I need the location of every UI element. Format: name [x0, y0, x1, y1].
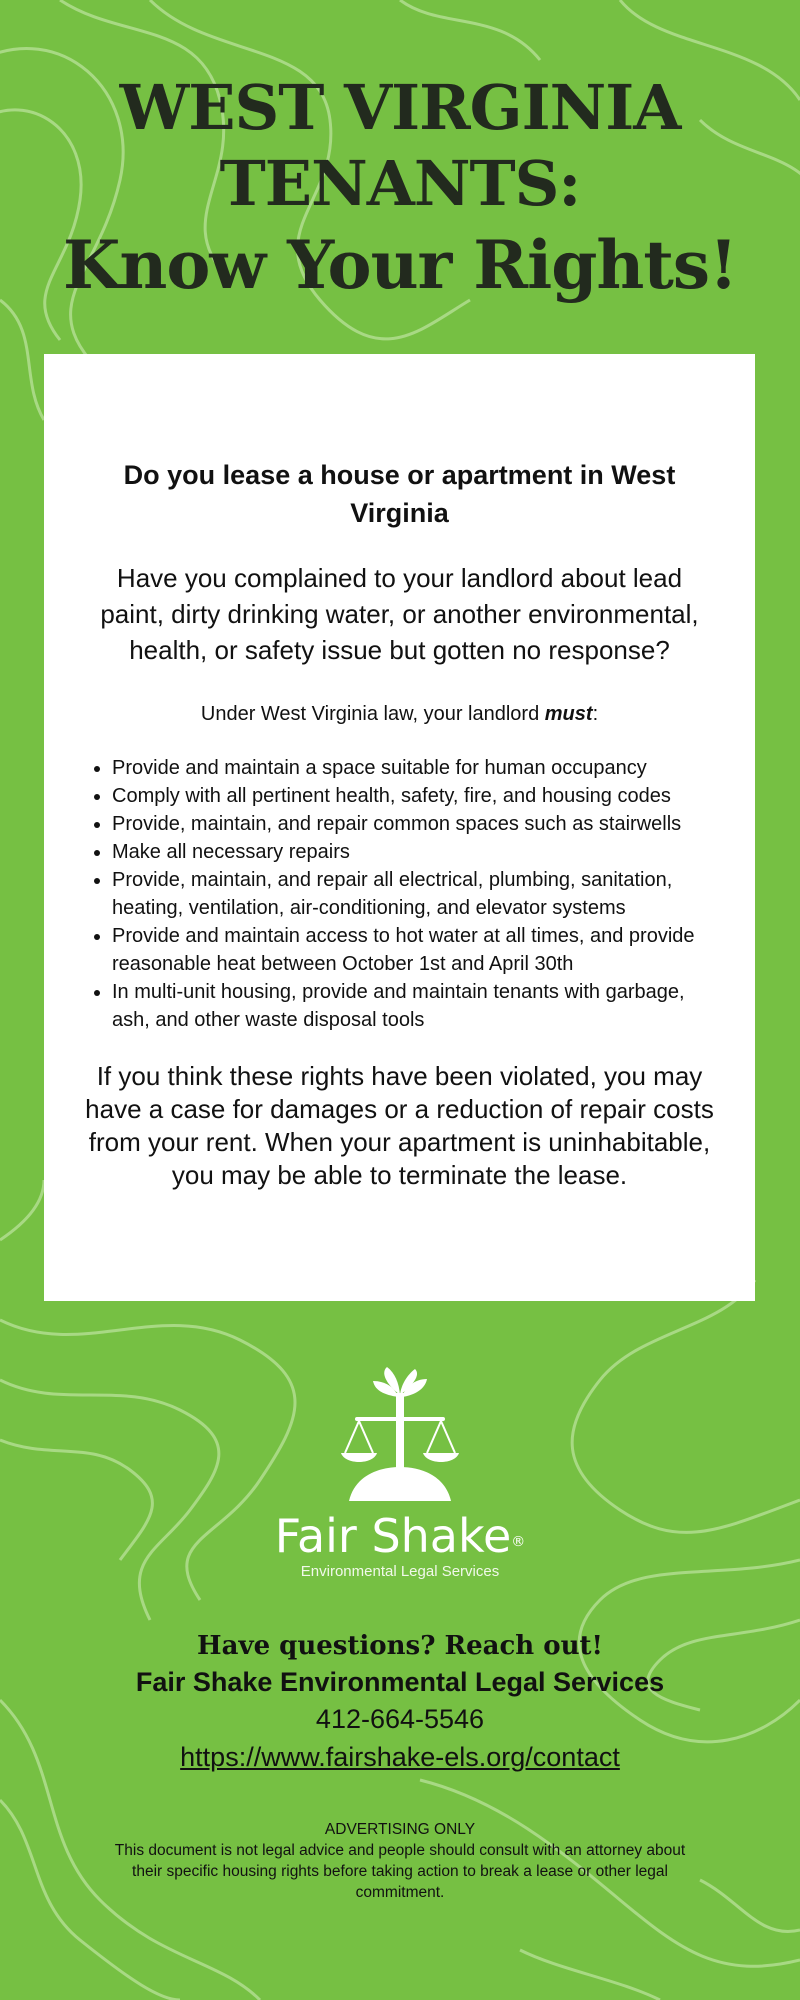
scales-of-justice-sprout-icon: [335, 1365, 465, 1505]
title-line-1: WEST VIRGINIA: [119, 71, 681, 144]
list-item: • Provide, maintain, and repair all electrical, plumbing, sanitation, heating, ventilation, air-conditioning, and elevator systems: [112, 866, 717, 922]
list-item: • In multi-unit housing, provide and maintain tenants with garbage, ash, and other waste disposal tools: [112, 978, 717, 1034]
list-item: • Provide and maintain access to hot water at all times, and provide reasonable heat between October 1st and April 30th: [112, 922, 717, 978]
list-item: • Make all necessary repairs: [112, 838, 717, 866]
contact-section: [0, 1628, 800, 1776]
rights-card: [44, 354, 755, 1301]
law-prefix: Under West Virginia law, your landlord: [200, 703, 545, 725]
list-item: • Provide, maintain, and repair common spaces such as stairwells: [112, 810, 717, 838]
page-title: [0, 70, 800, 308]
law-statement: [82, 700, 717, 728]
disclaimer: [110, 1819, 690, 1903]
contact-prompt: Have questions? Reach out!: [197, 1631, 603, 1661]
contact-phone[interactable]: 412-664-5546: [315, 1704, 485, 1734]
fair-shake-logo: [0, 1365, 800, 1595]
disclaimer-text: This document is not legal advice and people should consult with an attorney about their specific housing rights before taking action to break a lease or other legal commitment.: [114, 1842, 686, 1901]
logo-name: Fair Shake®: [274, 1509, 526, 1563]
law-emphasis: must: [544, 703, 593, 725]
list-item: • Provide and maintain a space suitable for human occupancy: [112, 754, 717, 782]
title-line-3: Know Your Rights!: [63, 226, 737, 304]
disclaimer-label: ADVERTISING ONLY: [324, 1821, 476, 1838]
contact-url-link[interactable]: https://www.fairshake-els.org/contact: [180, 1742, 620, 1772]
logo-subtitle: Environmental Legal Services: [300, 1563, 500, 1580]
law-suffix: :: [592, 703, 599, 725]
registered-mark: ®: [511, 1534, 526, 1550]
rights-list: [82, 754, 717, 1034]
title-line-2: TENANTS:: [219, 147, 581, 220]
contact-organization: Fair Shake Environmental Legal Services: [135, 1667, 665, 1697]
list-item: • Comply with all pertinent health, safety, fire, and housing codes: [112, 782, 717, 810]
card-question: Have you complained to your landlord about lead paint, dirty drinking water, or another environmental, health, or safety issue but gotten no response?: [100, 563, 699, 665]
card-closing: If you think these rights have been violated, you may have a case for damages or a reduction of repair costs from your rent. When your apartment is uninhabitable, you may be able to terminate the lease.: [85, 1061, 714, 1190]
card-heading: Do you lease a house or apartment in West Virginia: [123, 460, 676, 528]
